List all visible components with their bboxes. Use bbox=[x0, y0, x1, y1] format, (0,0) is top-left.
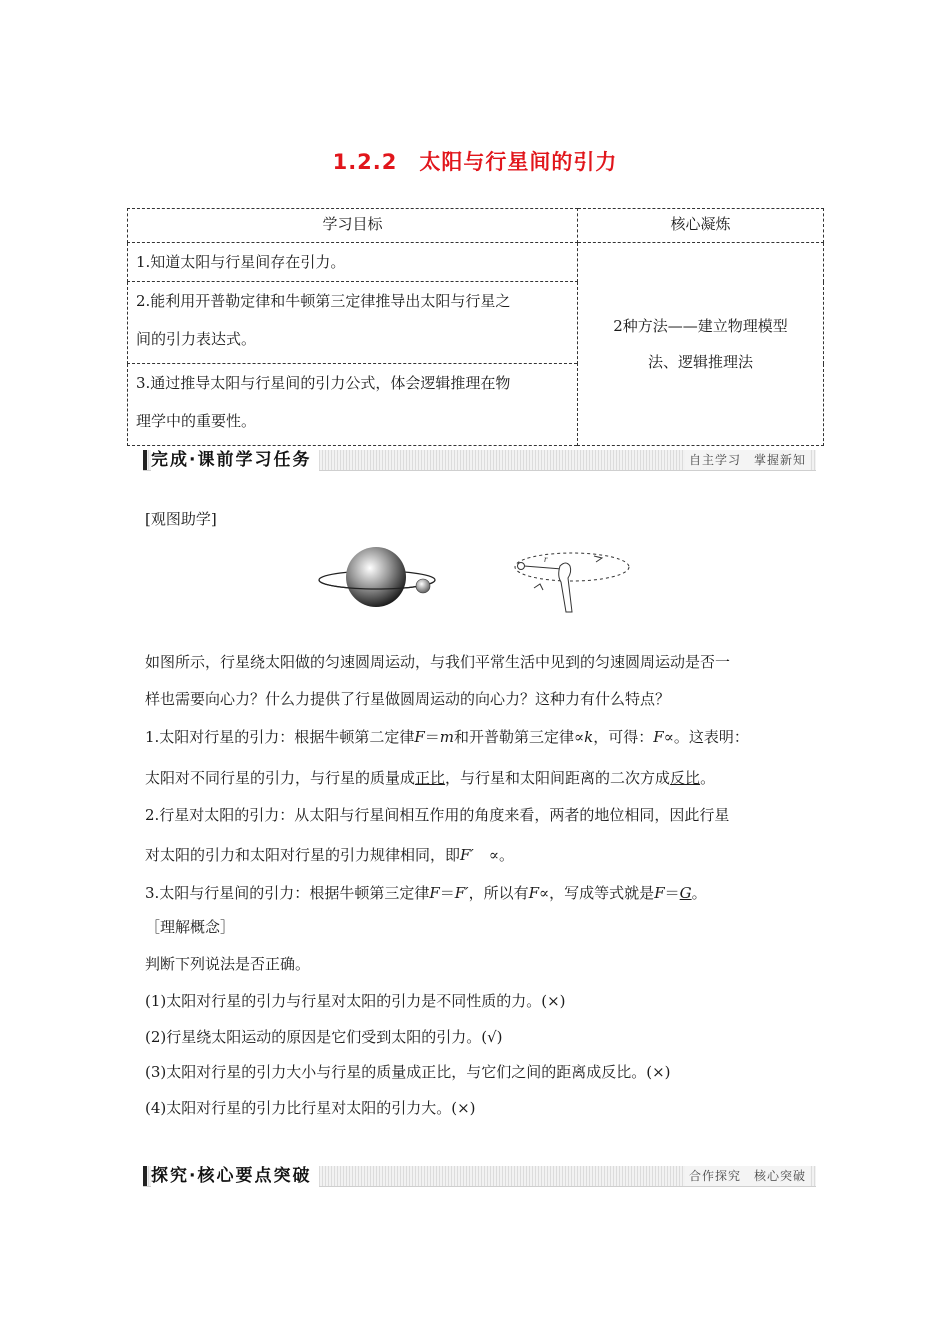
banner-label: 探究·核心要点突破 bbox=[151, 1165, 319, 1187]
goal-item-2 bbox=[128, 282, 578, 364]
symbol-m: m bbox=[439, 728, 454, 746]
symbol-F: F bbox=[528, 884, 540, 902]
symbol-F: F bbox=[414, 728, 425, 746]
text: 3.太阳与行星间的引力：根据牛顿第三定律 bbox=[145, 884, 430, 902]
statement-4: (4)太阳对行星的引力比行星对太阳的引力大。(×) bbox=[145, 1099, 476, 1117]
goal-line: 间的引力表达式。 bbox=[136, 330, 257, 348]
goal-line: 理学中的重要性。 bbox=[136, 412, 257, 430]
symbol-F-prime: F′ bbox=[460, 846, 474, 864]
goal-line: 3.通过推导太阳与行星间的引力公式，体会逻辑推理在物 bbox=[136, 374, 511, 392]
ball-icon bbox=[518, 563, 525, 570]
goal-line: 2.能利用开普勒定律和牛顿第三定律推导出太阳与行星之 bbox=[136, 292, 511, 310]
text: ，所以有 bbox=[468, 884, 529, 902]
goal-item-3 bbox=[128, 364, 578, 446]
table-header-goals: 学习目标 bbox=[128, 209, 578, 243]
core-line-1: 2种方法——建立物理模型 bbox=[613, 317, 788, 335]
text: 1.太阳对行星的引力：根据牛顿第二定律 bbox=[145, 728, 415, 746]
core-line-2: 法、逻辑推理法 bbox=[647, 353, 753, 371]
judge-intro: 判断下列说法是否正确。 bbox=[145, 955, 311, 973]
answer-blank: 反比 bbox=[670, 769, 701, 787]
point2-line1: 2.行星对太阳的引力：从太阳与行星间相互作用的角度来看，两者的地位相同，因此行星 bbox=[145, 806, 730, 824]
symbol-k: k bbox=[584, 728, 594, 746]
symbol-F-prime: F′ bbox=[454, 884, 469, 902]
symbol-F: F bbox=[653, 728, 664, 746]
statement-2: (2)行星绕太阳运动的原因是它们受到太阳的引力。(√) bbox=[145, 1028, 503, 1046]
goal-item-1 bbox=[128, 243, 578, 282]
section-heading-lijie: ［理解概念］ bbox=[145, 918, 236, 936]
text: ，与行星和太阳间距离的二次方成 bbox=[445, 769, 671, 787]
text: ∝，写成等式就是 bbox=[539, 884, 655, 902]
text: ＝ bbox=[439, 884, 455, 902]
banner-bar bbox=[143, 450, 147, 470]
intro-line-2: 样也需要向心力？什么力提供了行星做圆周运动的向心力？这种力有什么特点？ bbox=[145, 690, 671, 708]
banner-bar bbox=[143, 1166, 147, 1186]
sun-planet-diagram bbox=[319, 547, 435, 607]
orbit-figure bbox=[312, 540, 642, 620]
goal-line: 1.知道太阳与行星间存在引力。 bbox=[136, 253, 346, 271]
point2-line2 bbox=[145, 844, 815, 865]
point1-line2 bbox=[145, 767, 815, 788]
section-heading-guantu: [观图助学] bbox=[145, 510, 217, 528]
intro-line-1: 如图所示，行星绕太阳做的匀速圆周运动，与我们平常生活中见到的匀速圆周运动是否一 bbox=[145, 653, 731, 671]
table-header-core: 核心凝炼 bbox=[578, 209, 824, 243]
text: 。 bbox=[691, 884, 707, 902]
objectives-table bbox=[127, 208, 824, 446]
symbol-G: G bbox=[679, 884, 692, 902]
symbol-F: F bbox=[429, 884, 440, 902]
text: 和开普勒第三定律∝ bbox=[454, 728, 585, 746]
banner-subtitle: 自主学习 掌握新知 bbox=[685, 450, 810, 470]
section-banner-explore bbox=[143, 1166, 816, 1187]
radius-label: r bbox=[544, 554, 548, 564]
planet-icon bbox=[416, 579, 430, 593]
page-title: 1.2.2 太阳与行星间的引力 bbox=[332, 150, 618, 174]
text: ∝。这表明： bbox=[663, 728, 749, 746]
text: 对太阳的引力和太阳对行星的引力规律相同，即 bbox=[145, 846, 461, 864]
banner-subtitle: 合作探究 核心突破 bbox=[685, 1166, 810, 1186]
text: 。 bbox=[700, 769, 716, 787]
sun-icon bbox=[346, 547, 406, 607]
text: ，可得： bbox=[593, 728, 654, 746]
answer-blank: 正比 bbox=[415, 769, 446, 787]
text: ＝ bbox=[424, 728, 440, 746]
section-banner-preclass bbox=[143, 450, 816, 471]
statement-1: (1)太阳对行星的引力与行星对太阳的引力是不同性质的力。(×) bbox=[145, 992, 566, 1010]
text: ＝ bbox=[664, 884, 680, 902]
point3-line bbox=[145, 882, 815, 903]
point1-line1 bbox=[145, 726, 815, 747]
text: 太阳对不同行星的引力，与行星的质量成 bbox=[145, 769, 416, 787]
banner-label: 完成·课前学习任务 bbox=[151, 449, 319, 471]
statement-3: (3)太阳对行星的引力大小与行星的质量成正比，与它们之间的距离成反比。(×) bbox=[145, 1063, 671, 1081]
symbol-F: F bbox=[654, 884, 665, 902]
core-summary bbox=[578, 243, 824, 446]
text: ∝。 bbox=[473, 846, 514, 864]
hand-swing-diagram bbox=[515, 553, 629, 612]
